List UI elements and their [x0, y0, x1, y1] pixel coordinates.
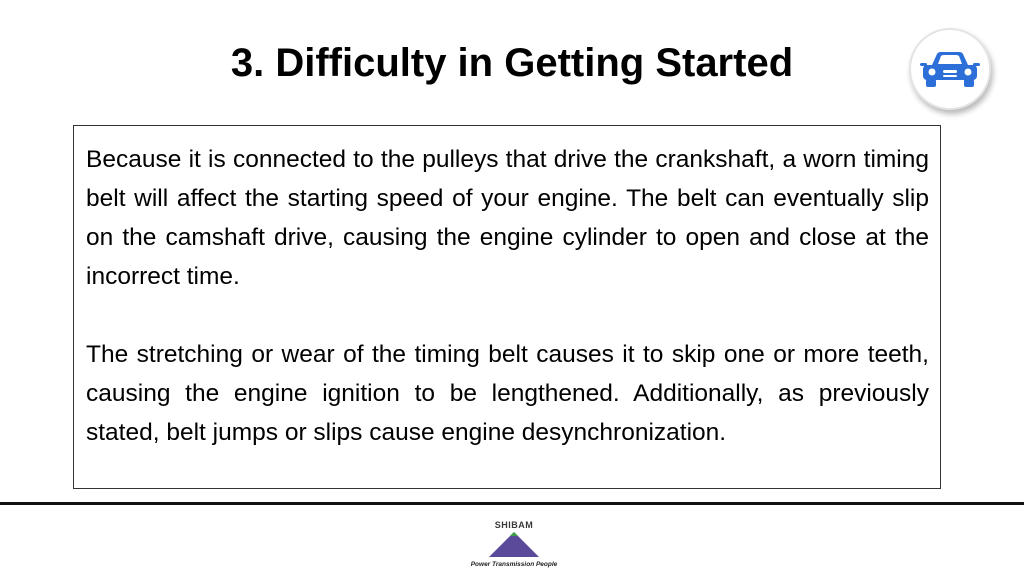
logo-tagline: Power Transmission People: [470, 561, 558, 568]
content-box: [73, 125, 941, 489]
logo-name: SHIBAM: [494, 520, 534, 530]
car-badge: [909, 28, 991, 110]
slide-title: 3. Difficulty in Getting Started: [230, 41, 794, 85]
paragraph-1: Because it is connected to the pulleys that drive the crankshaft, a worn timing belt will affect the starting speed of your engine. The belt can eventually slip on the camshaft drive, causing the engine cylinder to open and close at the incorrect time.: [86, 146, 929, 290]
paragraph-2: The stretching or wear of the timing belt causes it to skip one or more teeth, causing the engine ignition to be lengthened. Additionally, as previously stated, belt jumps or slips cause engine desynchronization.: [86, 341, 929, 446]
car-icon: [920, 49, 980, 89]
footer-divider: [0, 502, 1024, 505]
shibam-logo: [462, 520, 566, 572]
